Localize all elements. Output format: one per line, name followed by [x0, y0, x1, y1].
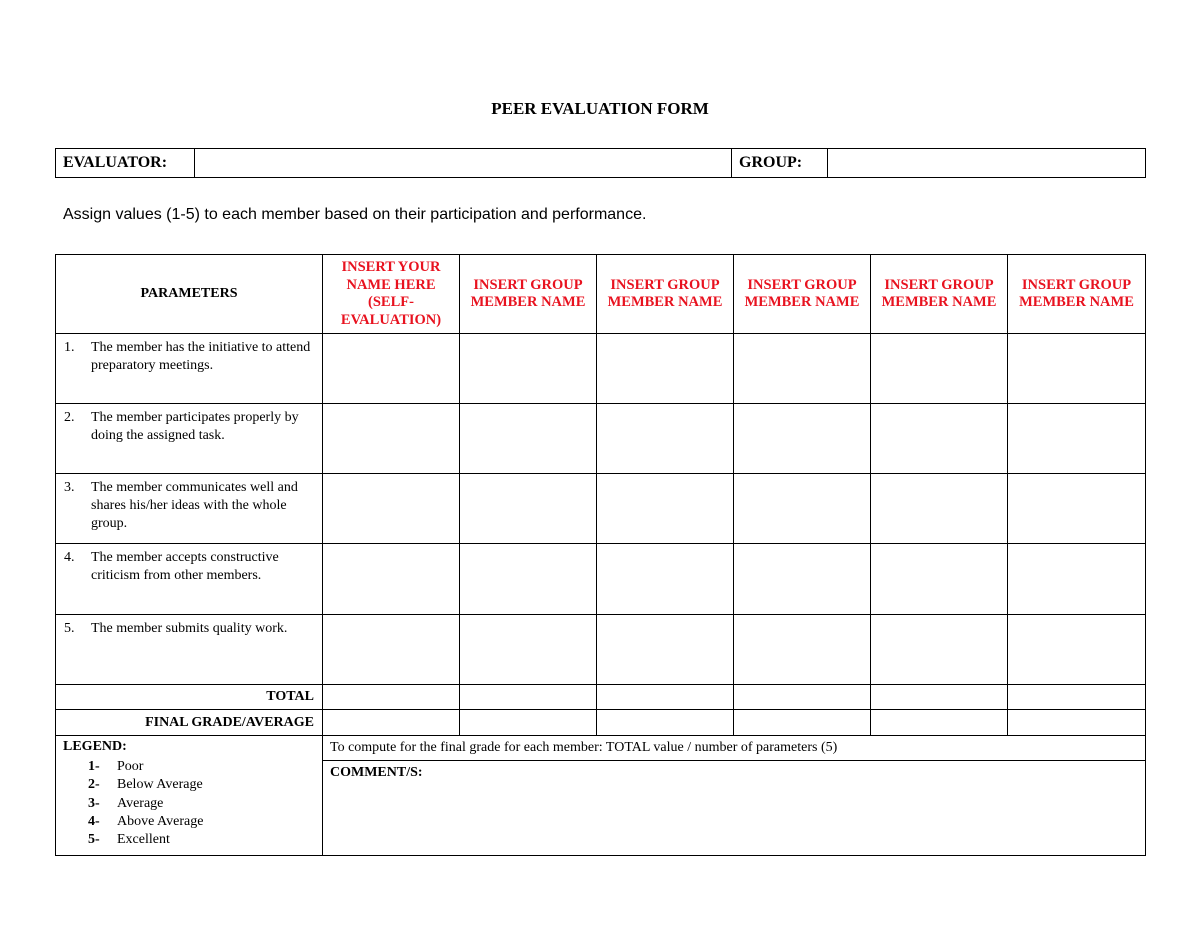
legend-item: 4- Above Average	[88, 813, 204, 829]
table-row	[56, 544, 1146, 615]
score-cell[interactable]	[323, 615, 460, 685]
member-header[interactable]: INSERT GROUP MEMBER NAME	[871, 255, 1008, 334]
member-header[interactable]: INSERT GROUP MEMBER NAME	[460, 255, 597, 334]
legend-item: 2- Below Average	[88, 777, 203, 793]
total-cell[interactable]	[323, 685, 460, 710]
score-cell[interactable]	[871, 615, 1008, 685]
legend-item: 3- Average	[88, 795, 164, 811]
score-cell[interactable]	[871, 334, 1008, 404]
legend-item: 1- Poor	[88, 759, 144, 774]
evaluation-table	[55, 254, 1146, 856]
score-cell[interactable]	[734, 544, 871, 615]
score-cell[interactable]	[871, 474, 1008, 544]
score-cell[interactable]	[871, 544, 1008, 615]
criterion-cell	[56, 474, 323, 544]
criterion-number: 5.	[64, 621, 75, 636]
score-cell[interactable]	[460, 544, 597, 615]
final-grade-row	[56, 710, 1146, 736]
criterion-cell	[56, 404, 323, 474]
criterion-text: The member communicates well and shares his/her ideas with the whole group.	[91, 480, 298, 531]
legend-item: 5- Excellent	[88, 832, 170, 848]
member-header[interactable]: INSERT GROUP MEMBER NAME	[597, 255, 734, 334]
final-grade-cell[interactable]	[1008, 710, 1146, 736]
score-cell[interactable]	[323, 474, 460, 544]
total-cell[interactable]	[734, 685, 871, 710]
score-cell[interactable]	[871, 404, 1008, 474]
score-cell[interactable]	[734, 334, 871, 404]
total-cell[interactable]	[1008, 685, 1146, 710]
evaluator-field[interactable]	[195, 149, 732, 178]
comments-label: COMMENT/S:	[330, 765, 423, 780]
score-cell[interactable]	[1008, 544, 1146, 615]
group-label: GROUP:	[732, 149, 828, 178]
score-cell[interactable]	[597, 615, 734, 685]
comments-field[interactable]	[323, 761, 1146, 856]
total-cell[interactable]	[871, 685, 1008, 710]
total-row	[56, 685, 1146, 710]
score-cell[interactable]	[460, 615, 597, 685]
form-title: PEER EVALUATION FORM	[491, 99, 709, 118]
score-cell[interactable]	[734, 474, 871, 544]
group-field[interactable]	[828, 149, 1146, 178]
table-row	[56, 404, 1146, 474]
final-grade-cell[interactable]	[734, 710, 871, 736]
member-header[interactable]: INSERT GROUP MEMBER NAME	[1008, 255, 1146, 334]
score-cell[interactable]	[734, 404, 871, 474]
score-cell[interactable]	[460, 334, 597, 404]
score-cell[interactable]	[597, 474, 734, 544]
final-grade-cell[interactable]	[597, 710, 734, 736]
table-row	[56, 474, 1146, 544]
score-cell[interactable]	[1008, 474, 1146, 544]
score-cell[interactable]	[323, 544, 460, 615]
score-cell[interactable]	[460, 474, 597, 544]
criterion-cell	[56, 544, 323, 615]
legend-list	[63, 758, 315, 849]
final-grade-cell[interactable]	[460, 710, 597, 736]
criterion-text: The member accepts constructive criticism from other members.	[91, 550, 279, 583]
score-cell[interactable]	[597, 404, 734, 474]
score-cell[interactable]	[323, 404, 460, 474]
criterion-text: The member participates properly by doing the assigned task.	[91, 410, 299, 443]
final-grade-label: FINAL GRADE/AVERAGE	[56, 710, 323, 736]
criterion-text: The member has the initiative to attend preparatory meetings.	[91, 340, 311, 373]
criterion-number: 3.	[64, 480, 75, 495]
compute-note: To compute for the final grade for each member: TOTAL value / number of parameters (5)	[323, 736, 1146, 761]
criterion-number: 1.	[64, 340, 75, 355]
evaluator-label: EVALUATOR:	[56, 149, 195, 178]
score-cell[interactable]	[1008, 334, 1146, 404]
score-cell[interactable]	[1008, 615, 1146, 685]
table-row	[56, 334, 1146, 404]
criterion-cell	[56, 615, 323, 685]
total-label: TOTAL	[56, 685, 323, 710]
header-table	[55, 148, 1146, 178]
score-cell[interactable]	[323, 334, 460, 404]
criterion-number: 2.	[64, 410, 75, 425]
score-cell[interactable]	[1008, 404, 1146, 474]
compute-note-row	[56, 736, 1146, 761]
score-cell[interactable]	[597, 544, 734, 615]
score-cell[interactable]	[460, 404, 597, 474]
instruction-text: Assign values (1-5) to each member based on their participation and performance.	[63, 206, 647, 223]
legend-cell	[56, 736, 323, 856]
parameters-header: PARAMETERS	[56, 255, 323, 334]
criterion-text: The member submits quality work.	[91, 621, 288, 636]
member-header[interactable]: INSERT GROUP MEMBER NAME	[734, 255, 871, 334]
legend-title: LEGEND:	[63, 739, 127, 754]
criterion-cell	[56, 334, 323, 404]
table-row	[56, 615, 1146, 685]
total-cell[interactable]	[597, 685, 734, 710]
member-header-self[interactable]: INSERT YOUR NAME HERE (SELF-EVALUATION)	[323, 255, 460, 334]
final-grade-cell[interactable]	[871, 710, 1008, 736]
table-header-row	[56, 255, 1146, 334]
score-cell[interactable]	[734, 615, 871, 685]
criterion-number: 4.	[64, 550, 75, 565]
final-grade-cell[interactable]	[323, 710, 460, 736]
total-cell[interactable]	[460, 685, 597, 710]
score-cell[interactable]	[597, 334, 734, 404]
